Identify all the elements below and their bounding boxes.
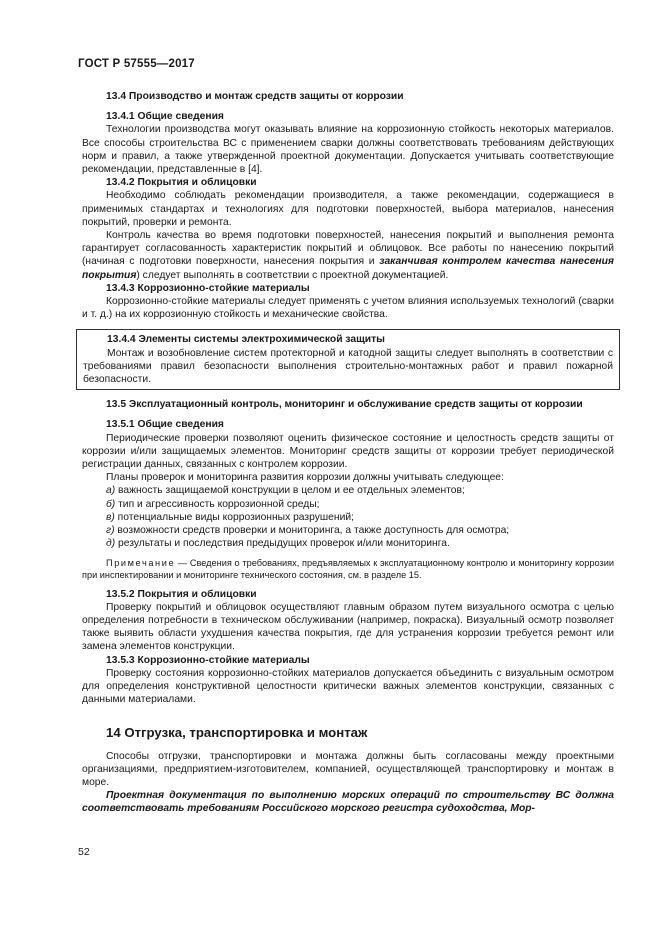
page-number: 52 <box>78 846 90 858</box>
section-13-4-2-title: 13.4.2 Покрытия и облицовки <box>106 177 257 189</box>
paragraph-emphasized: Проектная документация по выполнению морских операций по строительству ВС должна соответствовать требованиям Российского морского регистра судоходства, Мор- <box>82 790 614 815</box>
text-run: ) следует выполнять в соответствии с проектной документацией. <box>136 269 449 281</box>
document-body <box>82 90 614 816</box>
section-13-5-title: 13.5 Эксплуатационный контроль, мониторинг и обслуживание средств защиты от коррозии <box>106 399 583 411</box>
paragraph: Необходимо соблюдать рекомендации производителя, а также рекомендации, содержащиеся в применимых стандартах и технологиях для подготовки поверхностей, выбора материалов, нанесения покрытий, проверки и ремонта. <box>82 190 614 228</box>
list-item <box>82 537 614 550</box>
paragraph: Способы отгрузки, транспортировки и монтажа должны быть согласованы между проектными организациями, предприятием-изготовителем, компанией, осуществляющей транспортировку и монтаж в море. <box>82 750 614 788</box>
list-text: результаты и последствия предыдущих проверок и/или мониторинга. <box>115 538 450 550</box>
list-item <box>82 524 614 537</box>
paragraph: Монтаж и возобновление систем протекторной и катодной защиты следует выполнять в соответствии с требованиями правил безопасности выполнения строительно-монтажных работ и правил пожарной безопасности. <box>83 347 613 386</box>
section-13-5-2-title: 13.5.2 Покрытия и облицовки <box>106 588 257 600</box>
paragraph: Проверку покрытий и облицовок осуществляют главным образом путем визуального осмотра с целью определения потребности в техническом обслуживании (например, покраска). Визуальный осмотр позволяет также выявить области ухудшения качества покрытия, где для устранения коррозии требуется ремонт или замена элементов конструкции. <box>82 601 614 653</box>
note-text: — Сведения о требованиях, предъявляемых к эксплуатационному контролю и мониторингу коррозии при инспектировании и мониторинге технического состояния, см. в разделе 15. <box>82 557 614 580</box>
section-13-4-1-title: 13.4.1 Общие сведения <box>106 111 224 123</box>
list-marker: д) <box>106 538 116 550</box>
boxed-section-13-4-4 <box>76 329 620 390</box>
section-13-4-4-title: 13.4.4 Элементы системы электрохимической защиты <box>107 334 385 346</box>
paragraph: Коррозионно-стойкие материалы следует применять с учетом влияния используемых технологий (сварки и т. д.) на их коррозионную стойкость и механические свойства. <box>82 296 614 321</box>
list-text: потенциальные виды коррозионных разрушений; <box>114 511 354 523</box>
note <box>82 557 614 581</box>
list-item <box>82 511 614 524</box>
list-text: важность защищаемой конструкции в целом и ее отдельных элементов; <box>115 485 465 497</box>
list-marker: а) <box>106 485 116 497</box>
list-marker: б) <box>106 498 116 510</box>
paragraph: Планы проверок и мониторинга развития коррозии должны учитывать следующее: <box>106 472 504 484</box>
note-label: Примечание <box>106 557 176 568</box>
paragraph <box>82 229 614 282</box>
list-text: возможности средств проверки и мониторинга, а также доступность для осмотра; <box>114 525 510 537</box>
list-marker: в) <box>106 511 115 523</box>
list-text: тип и агрессивность коррозионной среды; <box>115 498 320 510</box>
section-13-5-1-title: 13.5.1 Общие сведения <box>106 419 224 431</box>
paragraph: Периодические проверки позволяют оценить физическое состояние и целостность средств защиты от коррозии и/или защищаемых элементов. Мониторинг средств защиты от коррозии требует периодической регистрации данных, связанных с контролем коррозии. <box>82 432 614 471</box>
paragraph: Технологии производства могут оказывать влияние на коррозионную стойкость некоторых материалов. Все способы строительства ВС с применением сварки должны соответствовать требованиям действующих норм и правил, а также утвержденной проектной документации. Допускается учитывать соответствующие рекомендации, представленные в [4]. <box>82 124 614 176</box>
emphasized-text: заканчивая контролем качества нанесения покрытия <box>82 256 614 281</box>
section-13-4-3-title: 13.4.3 Коррозионно-стойкие материалы <box>106 282 310 294</box>
text-run: Контроль качества во время подготовки поверхностей, нанесения покрытий и выполнения ремонта гарантирует согласованность характеристик покрытий и облицовок. Все работы по нанесению покрытий (начиная с подготовки поверхности, нанесения покрытия и <box>82 230 614 268</box>
section-14-title: 14 Отгрузка, транспортировка и монтаж <box>106 725 368 741</box>
paragraph: Проверку состояния коррозионно-стойких материалов допускается объединить с визуальным осмотром для определения конструктивной целостности критически важных элементов конструкции, связанных с данными материалами. <box>82 667 614 706</box>
list-item <box>82 484 614 497</box>
section-13-4-title: 13.4 Производство и монтаж средств защиты от коррозии <box>106 91 404 102</box>
list-marker: г) <box>106 525 115 537</box>
document-header: ГОСТ Р 57555—2017 <box>78 58 195 70</box>
list-item <box>82 498 614 511</box>
section-13-5-3-title: 13.5.3 Коррозионно-стойкие материалы <box>106 654 310 666</box>
